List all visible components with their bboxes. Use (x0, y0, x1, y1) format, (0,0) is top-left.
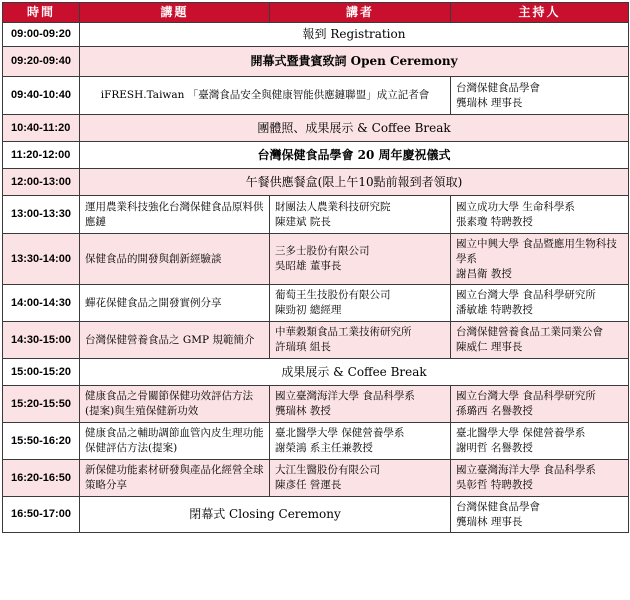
host-cell (451, 77, 629, 115)
speaker-name: 陳勁初 總經理 (275, 304, 342, 316)
host-affiliation: 台灣保健營養食品工業同業公會 (456, 326, 603, 338)
topic-cell: 健康食品之輔助調節血管內皮生理功能保健評估方法(提案) (80, 423, 270, 460)
host-cell (451, 423, 629, 460)
host-affiliation: 臺北醫學大學 保健營養學系 (456, 427, 586, 439)
topic-cell: 保健食品的開發與創新經驗談 (80, 234, 270, 285)
speaker-cell (270, 234, 451, 285)
table-row (3, 234, 629, 285)
topic-cell: iFRESH.Taiwan 「臺灣食品安全與健康智能供應鏈聯盟」成立記者會 (80, 77, 451, 115)
time-cell: 11:20-12:00 (3, 142, 80, 169)
time-cell: 16:50-17:00 (3, 497, 80, 533)
time-cell: 12:00-13:00 (3, 169, 80, 196)
host-name: 龔瑞林 理事長 (456, 96, 523, 109)
table-row (3, 423, 629, 460)
time-cell: 15:00-15:20 (3, 359, 80, 386)
speaker-name: 許瑞瑱 組長 (275, 341, 331, 353)
topic-cell: 台灣保健營養食品之 GMP 規範簡介 (80, 322, 270, 359)
time-cell: 09:00-09:20 (3, 23, 80, 47)
table-row (3, 77, 629, 115)
topic-cell: 健康食品之骨關節保健功效評估方法(提案)與生殖保健新功效 (80, 386, 270, 423)
time-cell: 13:00-13:30 (3, 196, 80, 234)
topic-cell: 新保健功能素材研發與產品化經營全球策略分享 (80, 460, 270, 497)
speaker-affiliation: 大江生醫股份有限公司 (275, 464, 380, 476)
host-cell (451, 322, 629, 359)
speaker-affiliation: 中華穀類食品工業技術研究所 (275, 326, 412, 338)
speaker-name: 陳彥任 營運長 (275, 479, 342, 491)
speaker-affiliation: 財團法人農業科技研究院 (275, 200, 391, 213)
topic-cell: 運用農業科技強化台灣保健食品原料供應鏈 (80, 196, 270, 234)
time-cell: 15:50-16:20 (3, 423, 80, 460)
speaker-name: 陳建斌 院長 (275, 215, 331, 228)
topic-cell: 閉幕式 Closing Ceremony (80, 497, 451, 533)
host-name: 龔瑞林 理事長 (456, 515, 523, 528)
agenda-body (3, 23, 629, 533)
host-cell (451, 285, 629, 322)
host-cell (451, 196, 629, 234)
host-cell (451, 460, 629, 497)
speaker-cell (270, 386, 451, 423)
table-row (3, 23, 629, 47)
speaker-affiliation: 臺北醫學大學 保健營養學系 (275, 427, 405, 439)
host-affiliation: 國立台灣大學 食品科學研究所 (456, 289, 596, 301)
host-name: 陳威仁 理事長 (456, 341, 523, 353)
table-row (3, 169, 629, 196)
session-cell: 團體照、成果展示 & Coffee Break (80, 115, 629, 142)
agenda-table (2, 2, 629, 533)
host-affiliation: 台灣保健食品學會 (456, 500, 540, 513)
table-row (3, 359, 629, 386)
speaker-affiliation: 三多士股份有限公司 (275, 245, 370, 257)
table-row (3, 386, 629, 423)
table-row (3, 285, 629, 322)
session-cell: 報到 Registration (80, 23, 629, 47)
session-cell: 成果展示 & Coffee Break (80, 359, 629, 386)
table-row (3, 142, 629, 169)
header-host: 主持人 (451, 3, 629, 23)
speaker-cell (270, 322, 451, 359)
header-time: 時間 (3, 3, 80, 23)
time-cell: 09:40-10:40 (3, 77, 80, 115)
time-cell: 14:30-15:00 (3, 322, 80, 359)
topic-cell: 蟬花保健食品之開發實例分享 (80, 285, 270, 322)
host-affiliation: 國立中興大學 食品暨應用生物科技學系 (456, 237, 617, 265)
time-cell: 13:30-14:00 (3, 234, 80, 285)
host-cell (451, 234, 629, 285)
time-cell: 09:20-09:40 (3, 47, 80, 77)
table-row (3, 196, 629, 234)
speaker-cell (270, 196, 451, 234)
speaker-affiliation: 國立臺灣海洋大學 食品科學系 (275, 390, 415, 402)
host-name: 謝明哲 名譽教授 (456, 442, 533, 454)
table-row (3, 115, 629, 142)
host-affiliation: 國立臺灣海洋大學 食品科學系 (456, 464, 596, 476)
speaker-name: 謝榮鴻 系主任兼教授 (275, 442, 373, 454)
time-cell: 15:20-15:50 (3, 386, 80, 423)
host-affiliation: 台灣保健食品學會 (456, 81, 540, 94)
session-cell: 午餐供應餐盒(限上午10點前報到者領取) (80, 169, 629, 196)
session-cell: 開幕式暨貴賓致詞 Open Ceremony (80, 47, 629, 77)
speaker-cell (270, 285, 451, 322)
speaker-cell (270, 423, 451, 460)
host-cell (451, 386, 629, 423)
speaker-name: 龔瑞林 教授 (275, 405, 331, 417)
speaker-affiliation: 葡萄王生技股份有限公司 (275, 289, 391, 301)
header-topic: 講題 (80, 3, 270, 23)
host-name: 張素瓊 特聘教授 (456, 215, 533, 228)
host-cell (451, 497, 629, 533)
host-affiliation: 國立成功大學 生命科學系 (456, 200, 575, 213)
speaker-cell (270, 460, 451, 497)
time-cell: 10:40-11:20 (3, 115, 80, 142)
host-name: 吳彰哲 特聘教授 (456, 479, 533, 491)
header-row (3, 3, 629, 23)
host-affiliation: 國立台灣大學 食品科學研究所 (456, 390, 596, 402)
session-cell: 台灣保健食品學會 20 周年慶祝儀式 (80, 142, 629, 169)
time-cell: 14:00-14:30 (3, 285, 80, 322)
speaker-name: 吳昭雄 董事長 (275, 260, 342, 272)
header-speaker: 講者 (270, 3, 451, 23)
table-row (3, 460, 629, 497)
table-row (3, 497, 629, 533)
table-row (3, 47, 629, 77)
time-cell: 16:20-16:50 (3, 460, 80, 497)
table-row (3, 322, 629, 359)
host-name: 謝昌衛 教授 (456, 267, 512, 280)
host-name: 潘敏雄 特聘教授 (456, 304, 533, 316)
host-name: 孫璐西 名譽教授 (456, 405, 533, 417)
